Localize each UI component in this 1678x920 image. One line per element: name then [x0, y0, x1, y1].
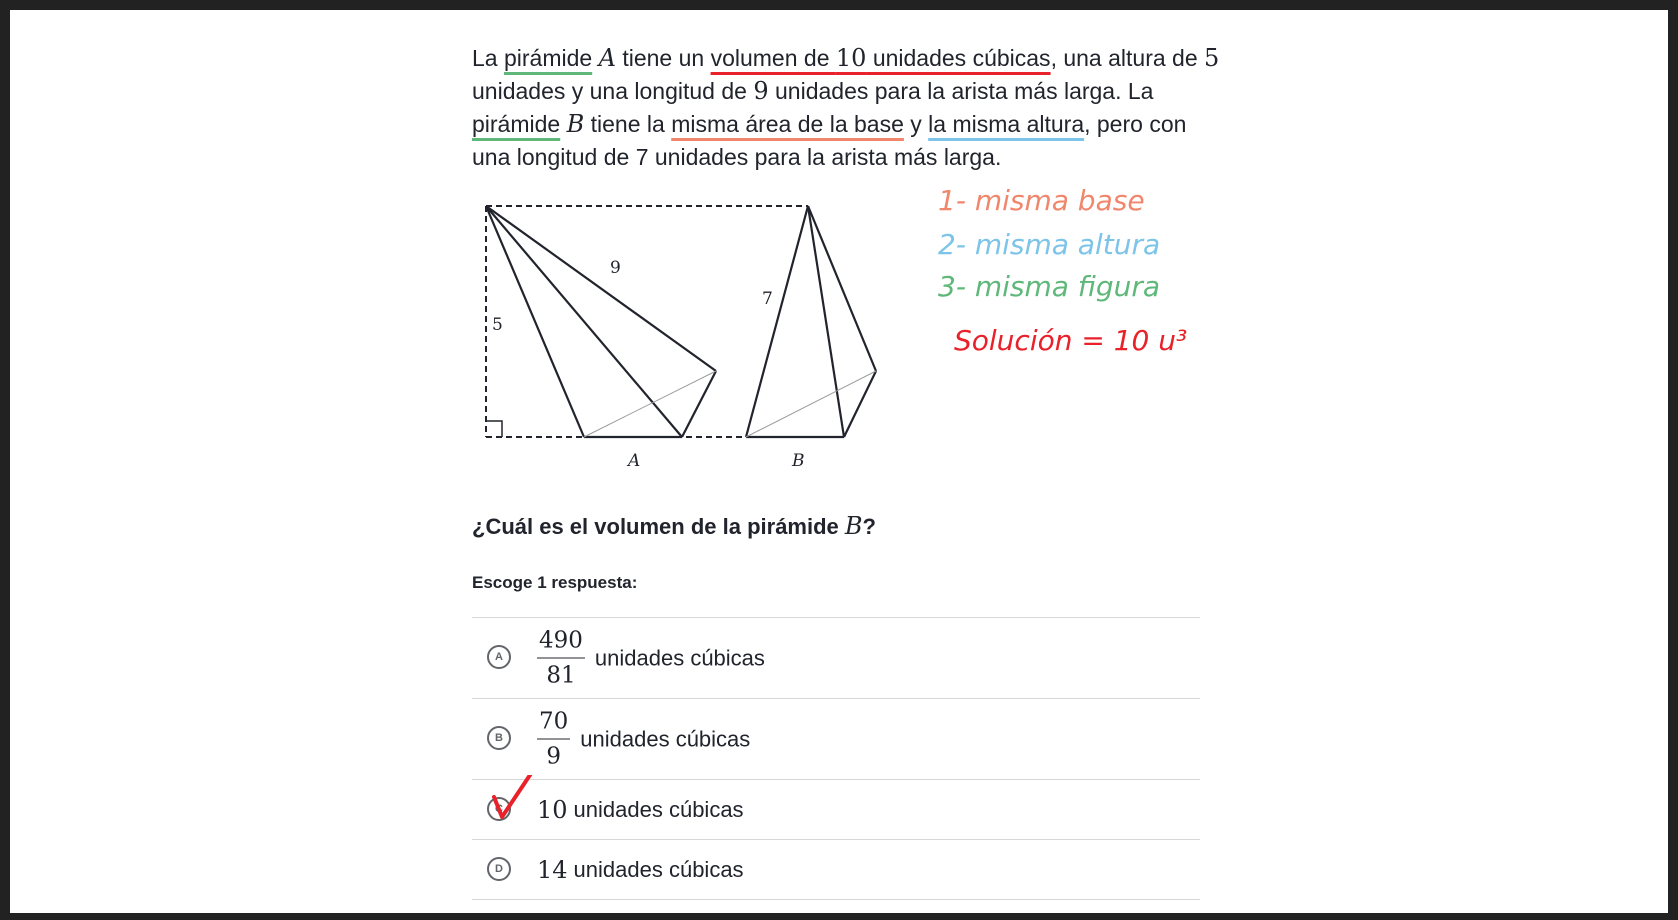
highlight-misma-base: misma área de la base [671, 111, 904, 137]
note-solucion: Solución = 10 u³ [954, 324, 1188, 357]
label-9: 9 [610, 258, 621, 278]
label-a: A [628, 451, 641, 471]
num-9: 9 [753, 77, 769, 105]
note-misma-altura: 2- misma altura [938, 228, 1161, 261]
choice-d[interactable] [472, 840, 1200, 900]
problem-text: tiene un [615, 45, 711, 71]
pyramid-b [746, 206, 876, 437]
choice-letter-a: A [487, 645, 511, 669]
fraction: $\frac{70}{9}$ [539, 708, 569, 770]
choice-c[interactable] [472, 780, 1200, 840]
pyramid-a [486, 206, 716, 437]
label-5: 5 [492, 315, 503, 335]
note-misma-figura: 3- misma figura [938, 270, 1161, 303]
choice-value: 10 [537, 795, 568, 824]
choice-a[interactable] [472, 618, 1200, 699]
choice-text: unidades cúbicas [580, 726, 751, 751]
problem-text: , pero con una longitud de 7 unidades para la arista más larga. [472, 111, 1187, 170]
var-b: B [566, 110, 585, 138]
handwritten-notes [930, 180, 1250, 380]
fraction: $\frac{490}{81}$ [539, 627, 583, 689]
problem-text: , una altura de [1050, 45, 1205, 71]
choice-letter-d: D [487, 857, 511, 881]
choice-value: 14 [537, 855, 568, 884]
var-b: B [844, 512, 863, 540]
var-a: A [598, 44, 616, 72]
label-b: B [792, 451, 805, 471]
right-angle-mark [486, 421, 502, 437]
choice-letter-c: C [487, 797, 511, 821]
instruction: Escoge 1 respuesta: [472, 573, 638, 592]
highlight-piramide-a: pirámide [503, 45, 593, 71]
question: ¿Cuál es el volumen de la pirámide B? [472, 512, 876, 540]
problem-text: La [472, 45, 504, 71]
choice-letter-b: B [487, 726, 511, 750]
highlight-misma-altura: la misma altura [928, 111, 1085, 137]
problem-text: y [903, 111, 929, 137]
problem-text: tiene la [584, 111, 672, 137]
checkmark-icon [492, 775, 532, 825]
problem-text: unidades y una longitud de [472, 78, 754, 104]
pyramids-figure [472, 200, 892, 480]
label-7: 7 [762, 289, 773, 309]
note-misma-base: 1- misma base [938, 184, 1145, 217]
choice-text: unidades cúbicas [594, 645, 765, 670]
choice-text: unidades cúbicas [573, 796, 744, 822]
choice-b[interactable] [472, 699, 1200, 780]
problem-statement [472, 42, 1224, 174]
highlight-volumen: volumen de 10 unidades cúbicas [710, 44, 1051, 72]
highlight-piramide-b: pirámide [472, 111, 561, 137]
choice-text: unidades cúbicas [573, 856, 744, 882]
problem-text: unidades para la arista más larga. La [768, 78, 1154, 104]
answer-choices [472, 617, 1200, 900]
page [10, 10, 1668, 913]
num-5: 5 [1204, 44, 1220, 72]
